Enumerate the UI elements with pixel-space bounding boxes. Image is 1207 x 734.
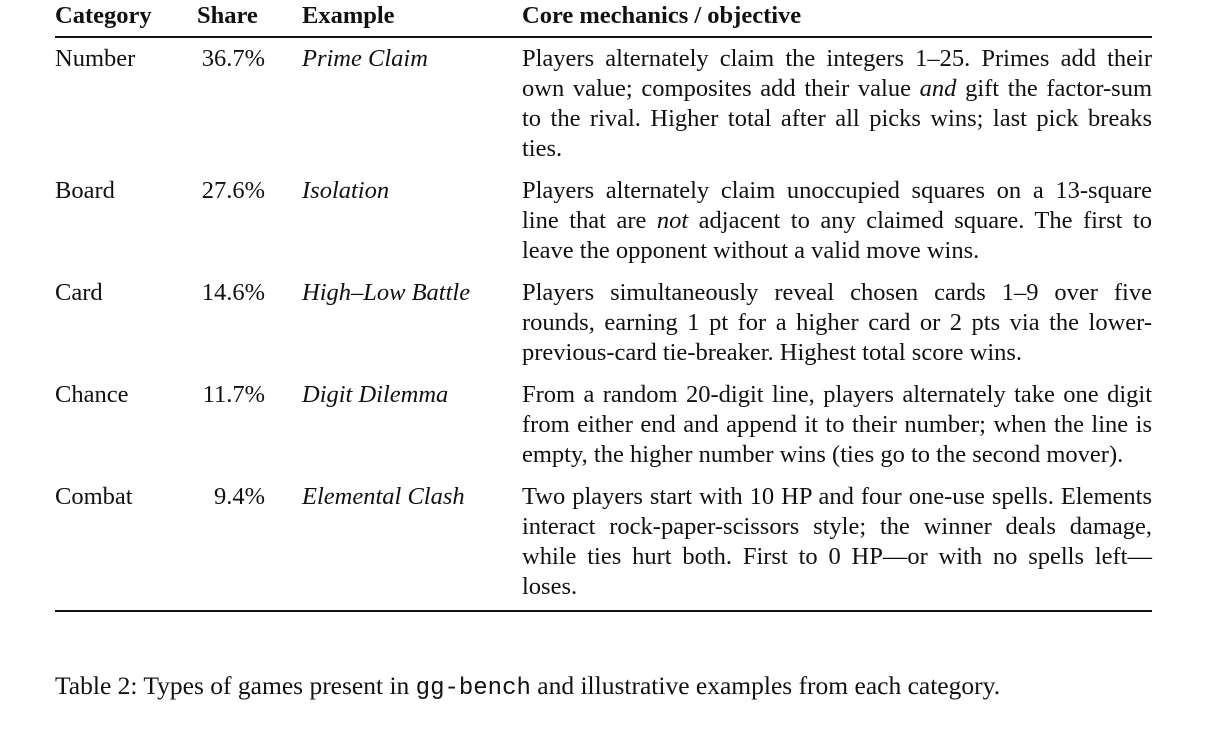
row-example: Isolation: [302, 177, 390, 204]
desc-text: Players simultaneously reveal chosen cards 1–9 over five rounds, earning 1 pt for a higher card or 2 pts via the lower-previous-card tie-breaker. Highest total score wins.: [522, 279, 1152, 366]
desc-text: From a random 20-digit line, players alternately take one digit from either end and append it to their number; when the line is empty, the higher number wins (ties go to the second mover).: [522, 381, 1152, 468]
table-row: [55, 272, 1152, 374]
desc-emphasis: not: [656, 207, 689, 234]
row-share: 14.6%: [201, 279, 265, 306]
row-category: Card: [55, 279, 103, 306]
desc-text: Players alternately claim the integers 1–25. Primes add their own value; composites add their value: [522, 45, 1152, 102]
row-example: Digit Dilemma: [302, 381, 449, 408]
row-share: 27.6%: [201, 177, 265, 204]
row-category: Number: [55, 45, 136, 72]
header-share: Share: [197, 0, 302, 37]
table-row: [55, 476, 1152, 611]
desc-text: adjacent to any claimed square. The first to leave the opponent without a valid move wins.: [522, 207, 1152, 264]
table-caption: [55, 670, 1000, 705]
table-row: [55, 37, 1152, 170]
row-description: [522, 374, 1152, 476]
row-share: 36.7%: [201, 45, 265, 72]
row-share: 11.7%: [202, 381, 265, 408]
desc-emphasis: and: [919, 75, 957, 102]
row-example: Elemental Clash: [302, 483, 465, 510]
desc-text: Two players start with 10 HP and four one-use spells. Elements interact rock-paper-scissors style; the winner deals damage, while ties hurt both. First to 0 HP—or with no spells left—loses.: [522, 483, 1152, 600]
row-example: Prime Claim: [302, 45, 428, 72]
row-share: 9.4%: [213, 483, 265, 510]
row-description: [522, 272, 1152, 374]
caption-text: Table 2: Types of games present in: [55, 671, 416, 700]
desc-text: Players alternately claim unoccupied squares on a 13-square line that are: [522, 177, 1152, 234]
header-category: Category: [55, 0, 197, 37]
row-description: [522, 476, 1152, 611]
caption-code: gg-bench: [415, 675, 531, 702]
row-category: Chance: [55, 381, 129, 408]
row-example: High–Low Battle: [302, 279, 471, 306]
row-category: Board: [55, 177, 115, 204]
header-mechanics: Core mechanics / objective: [522, 0, 1152, 37]
table-row: [55, 374, 1152, 476]
row-description: [522, 170, 1152, 272]
row-description: [522, 37, 1152, 170]
table-container: [55, 0, 1152, 612]
table-header-row: [55, 0, 1152, 37]
row-category: Combat: [55, 483, 133, 510]
games-table: [55, 0, 1152, 612]
desc-text: gift the factor-sum to the rival. Higher total after all picks wins; last pick breaks ties.: [522, 75, 1153, 162]
table-row: [55, 170, 1152, 272]
caption-text: and illustrative examples from each category.: [530, 671, 1001, 700]
header-example: Example: [302, 0, 522, 37]
